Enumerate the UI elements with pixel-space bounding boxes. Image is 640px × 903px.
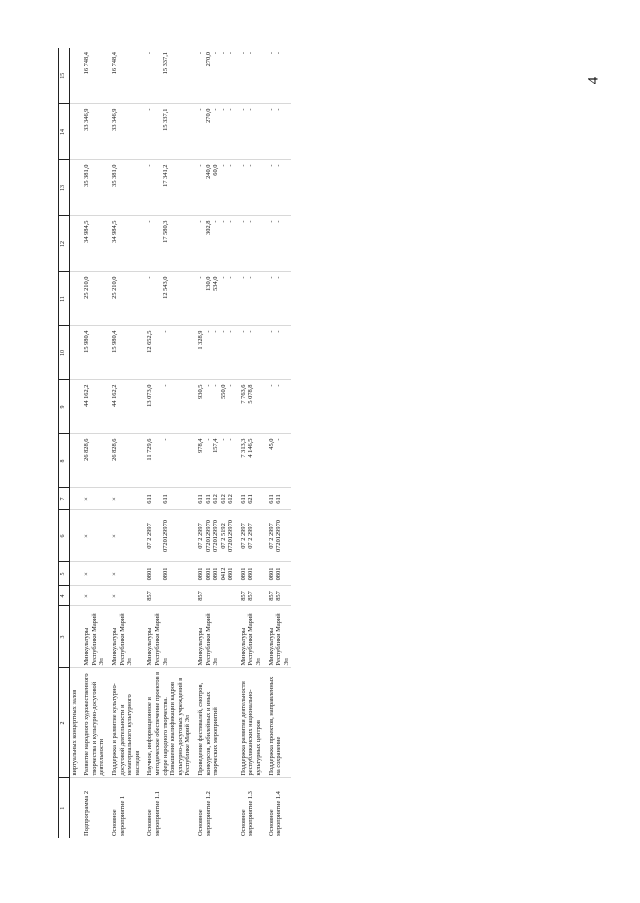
cell-col-9: - - — [264, 380, 292, 434]
cell-col-13: - 17 341,2 — [142, 160, 193, 216]
cell-col-7: 611 611 612 612 612 — [193, 488, 236, 510]
cell-col-5: 0801 0801 0801 0412 0801 — [193, 562, 236, 586]
cell-col-12: 34 984,5 — [79, 216, 107, 272]
cell-col-7: × — [79, 488, 107, 510]
column-number-4: 4 — [59, 586, 70, 606]
cell-col-15: - - — [236, 48, 264, 104]
cell-col-2: Научное, информационное и методическое обеспечение проектов в сфере народного творчества. Повышение квалификации кадров культурно-досуговых учреждений в Республике Марий Эл — [142, 668, 193, 778]
cell-col-1: Основное мероприятие 1 — [110, 795, 126, 836]
cell-col-14: - 270,0 - - - — [193, 104, 236, 160]
cell-col-1: Подпрограмма 2 — [83, 790, 91, 836]
cell-col-11: - - — [236, 272, 264, 326]
cell-col-10: 15 980,4 — [107, 326, 142, 380]
cell-col-2: виртуальных концертных залов — [69, 668, 79, 778]
cell-col-14: - - — [264, 104, 292, 160]
budget-table — [58, 48, 291, 838]
table-row — [79, 48, 107, 838]
cell-col-8 — [69, 434, 79, 488]
table-row — [142, 48, 193, 838]
column-number-8: 8 — [59, 434, 70, 488]
cell-col-5: × — [79, 562, 107, 586]
rotated-table-container — [58, 48, 533, 838]
cell-col-1 — [69, 778, 79, 838]
cell-col-7: 611 611 — [142, 488, 193, 510]
cell-col-8: 26 828,6 — [79, 434, 107, 488]
table-row — [264, 48, 292, 838]
cell-col-6: × — [79, 510, 107, 562]
cell-col-7: × — [107, 488, 142, 510]
cell-col-9 — [69, 380, 79, 434]
cell-col-3: Минкультуры Республики Марий Эл — [264, 606, 292, 668]
cell-col-14: - 15 337,1 — [142, 104, 193, 160]
cell-col-5: 0801 0801 — [264, 562, 292, 586]
cell-col-3: Минкультуры Республики Марий Эл — [79, 606, 107, 668]
column-number-10: 10 — [59, 326, 70, 380]
column-number-1: 1 — [59, 778, 70, 838]
cell-col-7 — [69, 488, 79, 510]
cell-col-6: 07 2 2997 07 2 2997 — [236, 510, 264, 562]
column-number-9: 9 — [59, 380, 70, 434]
cell-col-15: - - — [264, 48, 292, 104]
table-row — [193, 48, 236, 838]
column-number-15: 15 — [59, 48, 70, 104]
cell-col-2: Проведение фестивалей, смотров, конкурсов, юбилейных и иных творческих мероприятий — [193, 668, 236, 778]
cell-col-11: 25 210,0 — [79, 272, 107, 326]
cell-col-6 — [69, 510, 79, 562]
cell-col-14 — [69, 104, 79, 160]
cell-col-4: 857 857 — [264, 586, 292, 606]
cell-col-7: 611 621 — [236, 488, 264, 510]
cell-col-1: Основное мероприятие 1.2 — [196, 791, 212, 836]
cell-col-14: 33 346,9 — [79, 104, 107, 160]
cell-col-4: × — [107, 586, 142, 606]
cell-col-3: Минкультуры Республики Марий Эл — [142, 606, 193, 668]
cell-col-15: - 15 337,1 — [142, 48, 193, 104]
cell-col-14: - - — [236, 104, 264, 160]
column-number-2: 2 — [59, 668, 70, 778]
cell-col-5: × — [107, 562, 142, 586]
cell-col-12: - 302,8 - - - — [193, 216, 236, 272]
cell-col-9: 44 162,2 — [79, 380, 107, 434]
cell-col-11 — [69, 272, 79, 326]
cell-col-12: - - — [264, 216, 292, 272]
column-number-5: 5 — [59, 562, 70, 586]
column-number-7: 7 — [59, 488, 70, 510]
column-number-12: 12 — [59, 216, 70, 272]
cell-col-12: - - — [236, 216, 264, 272]
column-number-6: 6 — [59, 510, 70, 562]
cell-col-6: × — [107, 510, 142, 562]
cell-col-13: - 240,0 60,0 - - — [193, 160, 236, 216]
cell-col-15: 16 748,4 — [79, 48, 107, 104]
cell-col-4: × — [79, 586, 107, 606]
cell-col-6: 07 2 2997 0720129970 0720129970 07 2 5192 0720129970 — [193, 510, 236, 562]
cell-col-5: 0801 0801 — [236, 562, 264, 586]
cell-col-3: Минкультуры Республики Марий Эл — [107, 606, 142, 668]
cell-col-15 — [69, 48, 79, 104]
cell-col-13: - - — [264, 160, 292, 216]
cell-col-2: Поддержка проектов, направленных на сохранение — [264, 668, 292, 778]
cell-col-11: - 12 543,0 — [142, 272, 193, 326]
cell-col-3: Минкультуры Республики Марий Эл — [236, 606, 264, 668]
column-number-14: 14 — [59, 104, 70, 160]
cell-col-8: 11 729,6 - — [142, 434, 193, 488]
cell-col-11: 25 210,0 — [107, 272, 142, 326]
cell-col-2: Поддержка и развитие культурно-досуговой деятельности и нематериального культурного наследия — [107, 668, 142, 778]
cell-col-8: 45,0 - — [264, 434, 292, 488]
cell-col-13: 35 381,0 — [79, 160, 107, 216]
cell-col-9: 7 763,6 5 078,8 — [236, 380, 264, 434]
cell-col-8: 978,4 - 157,4 - - — [193, 434, 236, 488]
cell-col-14: 33 346,9 — [107, 104, 142, 160]
cell-col-13: 35 381,0 — [107, 160, 142, 216]
cell-col-3: Минкультуры Республики Марий Эл — [193, 606, 236, 668]
cell-col-4: 857 — [142, 586, 193, 606]
cell-col-10: 12 652,5 - — [142, 326, 193, 380]
cell-col-8: 7 313,3 4 146,5 — [236, 434, 264, 488]
cell-col-9: 13 073,0 - — [142, 380, 193, 434]
cell-col-6: 07 2 2997 0720129970 — [264, 510, 292, 562]
cell-col-2: Поддержка развития деятельности республиканских национально-культурных центров — [236, 668, 264, 778]
cell-col-1: Основное мероприятие 1.1 — [146, 791, 161, 836]
cell-col-13 — [69, 160, 79, 216]
cell-col-9: 44 162,2 — [107, 380, 142, 434]
table-row — [107, 48, 142, 838]
table-body — [69, 48, 291, 838]
cell-col-1: Основное мероприятие 1.3 — [239, 791, 255, 836]
cell-col-12: 34 984,5 — [107, 216, 142, 272]
column-number-11: 11 — [59, 272, 70, 326]
cell-col-10: 15 980,4 — [79, 326, 107, 380]
column-number-header — [59, 48, 70, 838]
cell-col-11: - 130,0 534,0 - - — [193, 272, 236, 326]
page-number: 4 — [585, 76, 602, 85]
cell-col-12 — [69, 216, 79, 272]
cell-col-1: Основное мероприятие 1.4 — [267, 791, 283, 836]
cell-col-11: - - — [264, 272, 292, 326]
column-number-13: 13 — [59, 160, 70, 216]
cell-col-5: 0801 0801 — [142, 562, 193, 586]
cell-col-3 — [69, 606, 79, 668]
cell-col-10: - - — [236, 326, 264, 380]
cell-col-6: 07 2 2997 0720129970 — [142, 510, 193, 562]
table-row — [236, 48, 264, 838]
cell-col-10 — [69, 326, 79, 380]
cell-col-10: 1 328,9 - - - - — [193, 326, 236, 380]
cell-col-8: 26 828,6 — [107, 434, 142, 488]
cell-col-2: Развитие народного художественного творчества и культурно-досуговой деятельности — [79, 668, 107, 778]
cell-col-15: 16 748,4 — [107, 48, 142, 104]
cell-col-4 — [69, 586, 79, 606]
cell-col-13: - - — [236, 160, 264, 216]
cell-col-7: 611 611 — [264, 488, 292, 510]
cell-col-15: - 270,0 - - - — [193, 48, 236, 104]
column-number-3: 3 — [59, 606, 70, 668]
cell-col-9: 930,5 - - 550,0 - — [193, 380, 236, 434]
cell-col-4: 857 — [193, 586, 236, 606]
cell-col-12: - 17 580,3 — [142, 216, 193, 272]
cell-col-10: - - — [264, 326, 292, 380]
cell-col-5 — [69, 562, 79, 586]
cell-col-4: 857 857 — [236, 586, 264, 606]
table-row — [69, 48, 79, 838]
